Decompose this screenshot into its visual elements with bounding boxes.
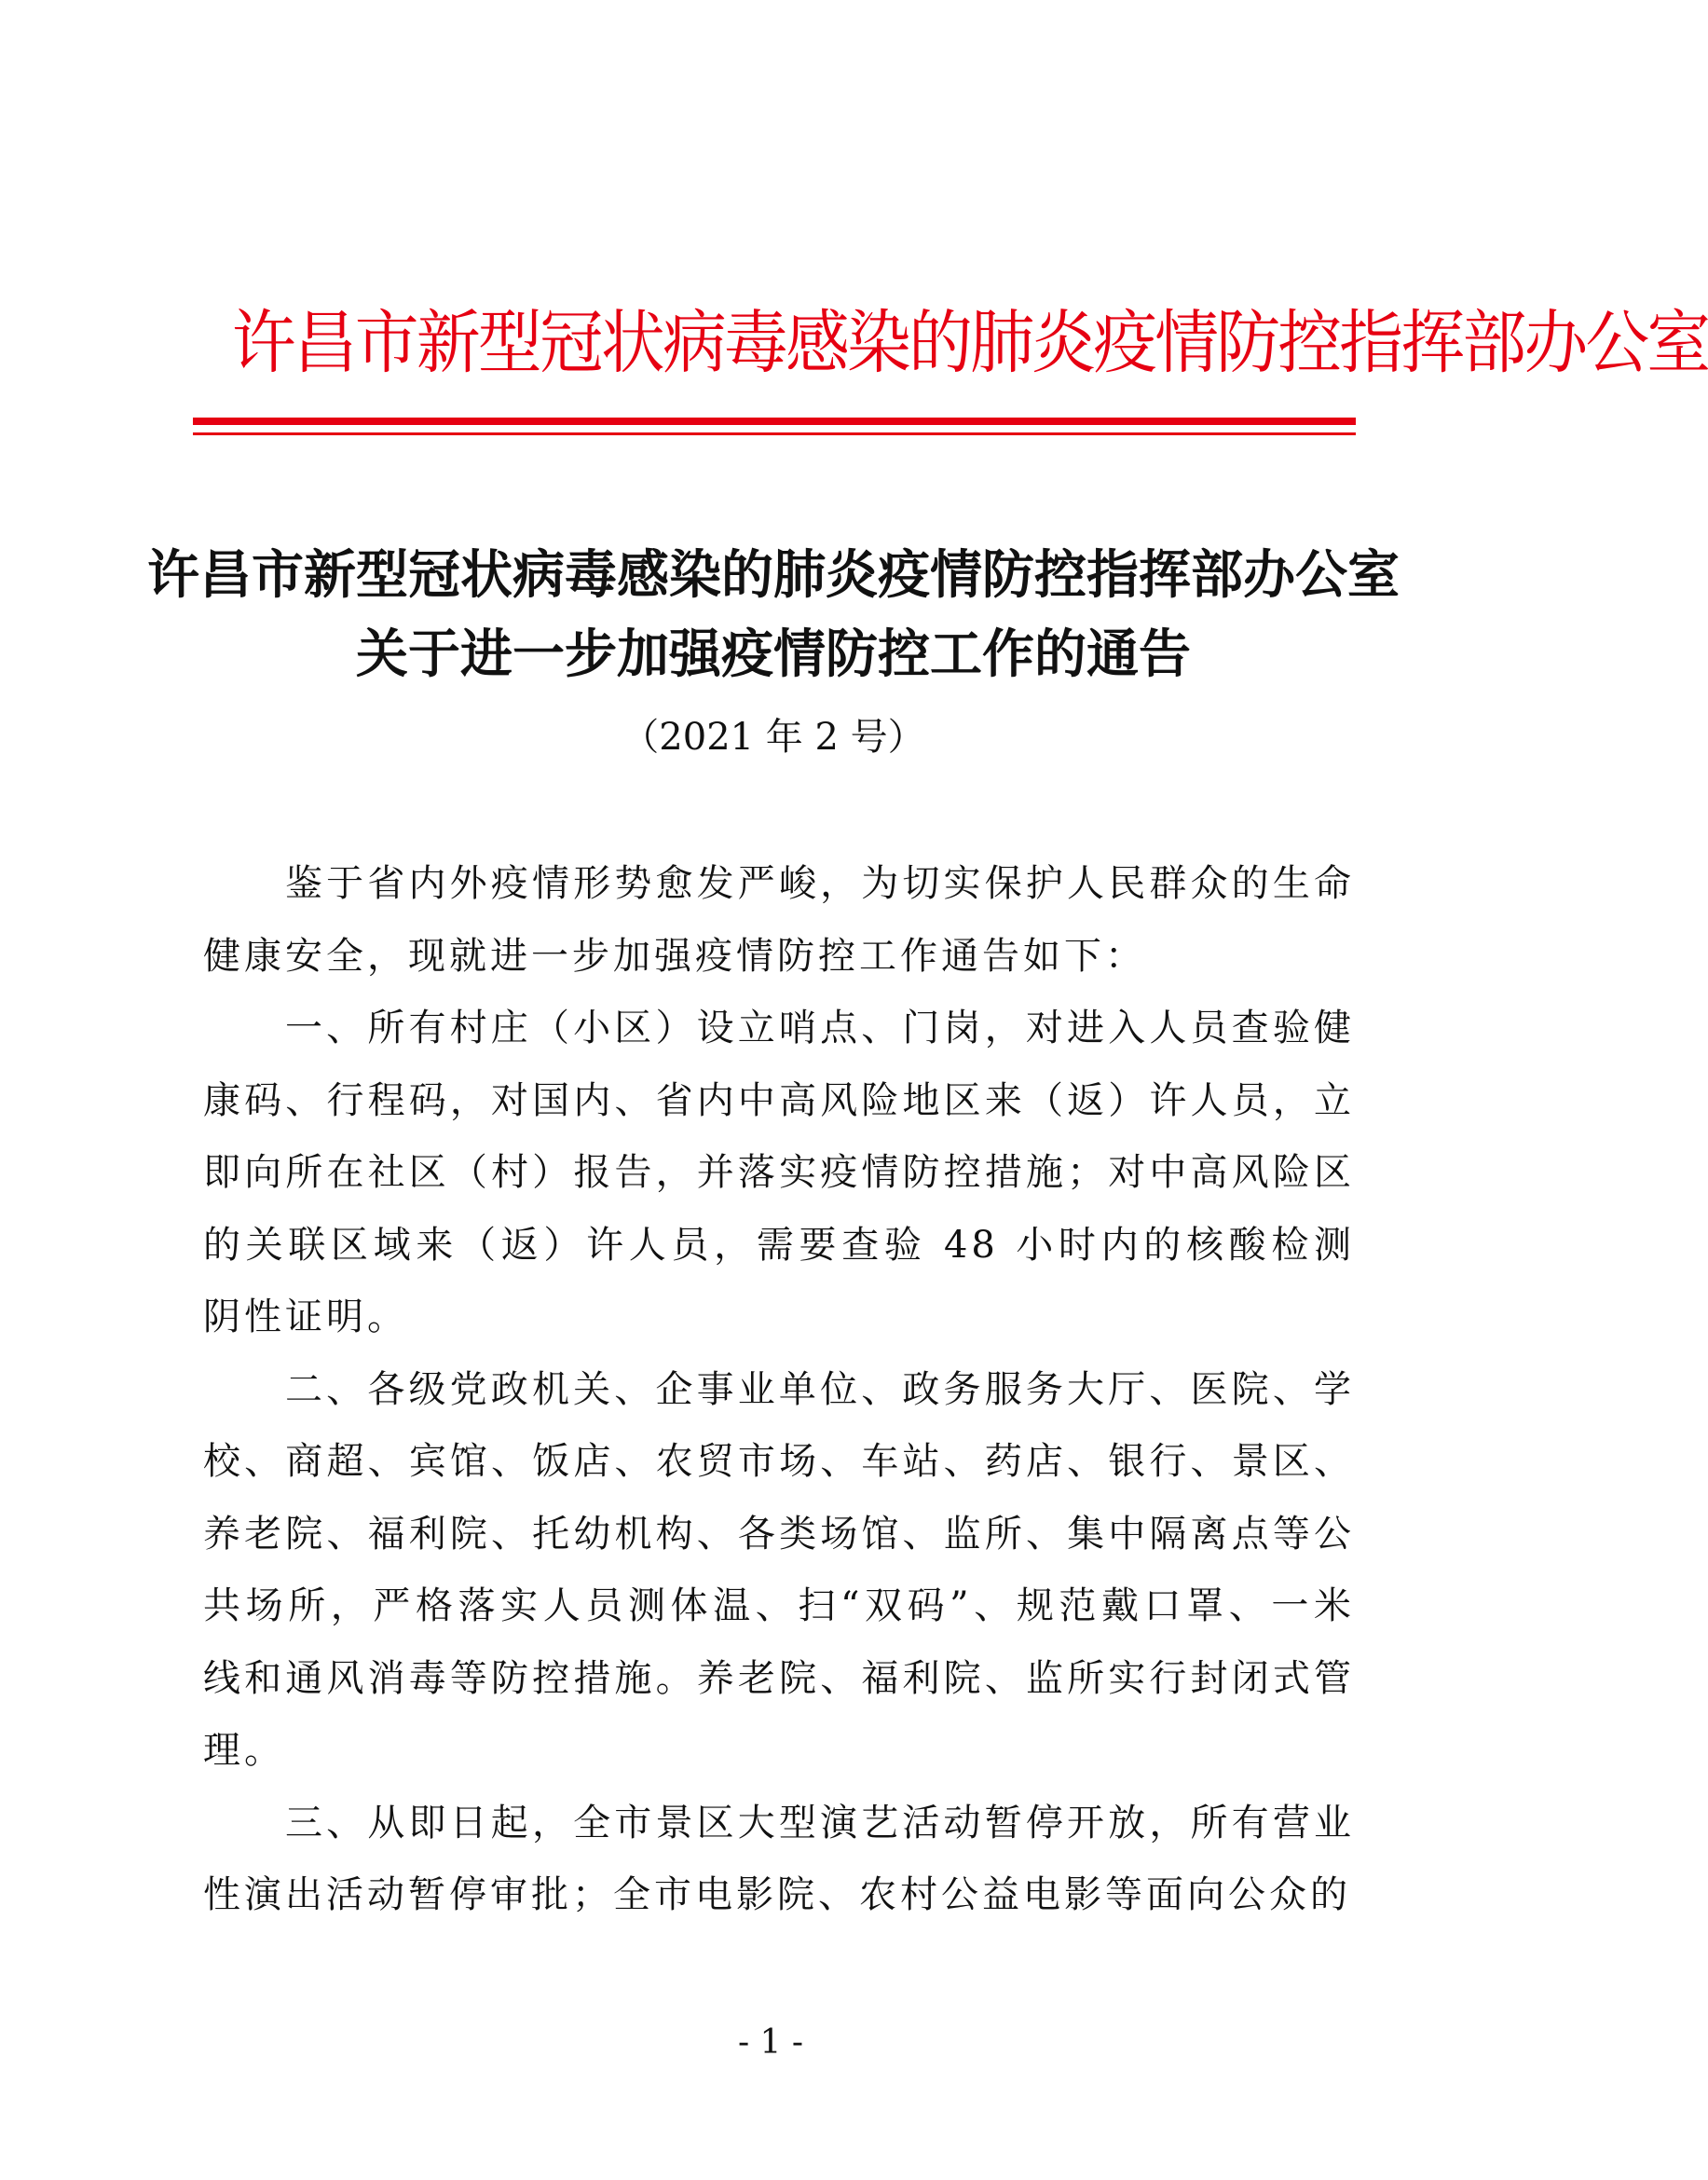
paragraph-item-1: 一、所有村庄（小区）设立哨点、门岗，对进入人员查验健康码、行程码，对国内、省内中高风险地区来（返）许人员，立即向所在社区（村）报告，并落实疫情防控措施；对中高风险区的关联区域来（返）许人员，需要查验 48 小时内的核酸检测阴性证明。 <box>203 1007 1355 1338</box>
paragraph-intro: 鉴于省内外疫情形势愈发严峻，为切实保护人民群众的生命健康安全，现就进一步加强疫情防控工作通告如下： <box>203 862 1355 978</box>
page-number: - 1 - <box>737 2023 804 2062</box>
red-divider-thick <box>193 418 1356 425</box>
paragraph-item-3: 三、从即日起，全市景区大型演艺活动暂停开放，所有营业性演出活动暂停审批；全市电影院、农村公益电影等面向公众的 <box>203 1801 1355 1916</box>
document-title-line-2: 关于进一步加强疫情防控工作的通告 <box>356 624 1191 685</box>
document-body <box>203 848 1355 1932</box>
document-title-line-1: 许昌市新型冠状病毒感染的肺炎疫情防控指挥部办公室 <box>147 544 1400 606</box>
issuer-red-header: 许昌市新型冠状病毒感染的肺炎疫情防控指挥部办公室 <box>231 303 1708 383</box>
red-divider-thin <box>193 432 1356 435</box>
document-number: （2021 年 2 号） <box>622 716 925 759</box>
paragraph-item-2: 二、各级党政机关、企事业单位、政务服务大厅、医院、学校、商超、宾馆、饭店、农贸市场、车站、药店、银行、景区、养老院、福利院、托幼机构、各类场馆、监所、集中隔离点等公共场所，严格落实人员测体温、扫“双码”、规范戴口罩、一米线和通风消毒等防控措施。养老院、福利院、监所实行封闭式管理。 <box>203 1367 1355 1772</box>
